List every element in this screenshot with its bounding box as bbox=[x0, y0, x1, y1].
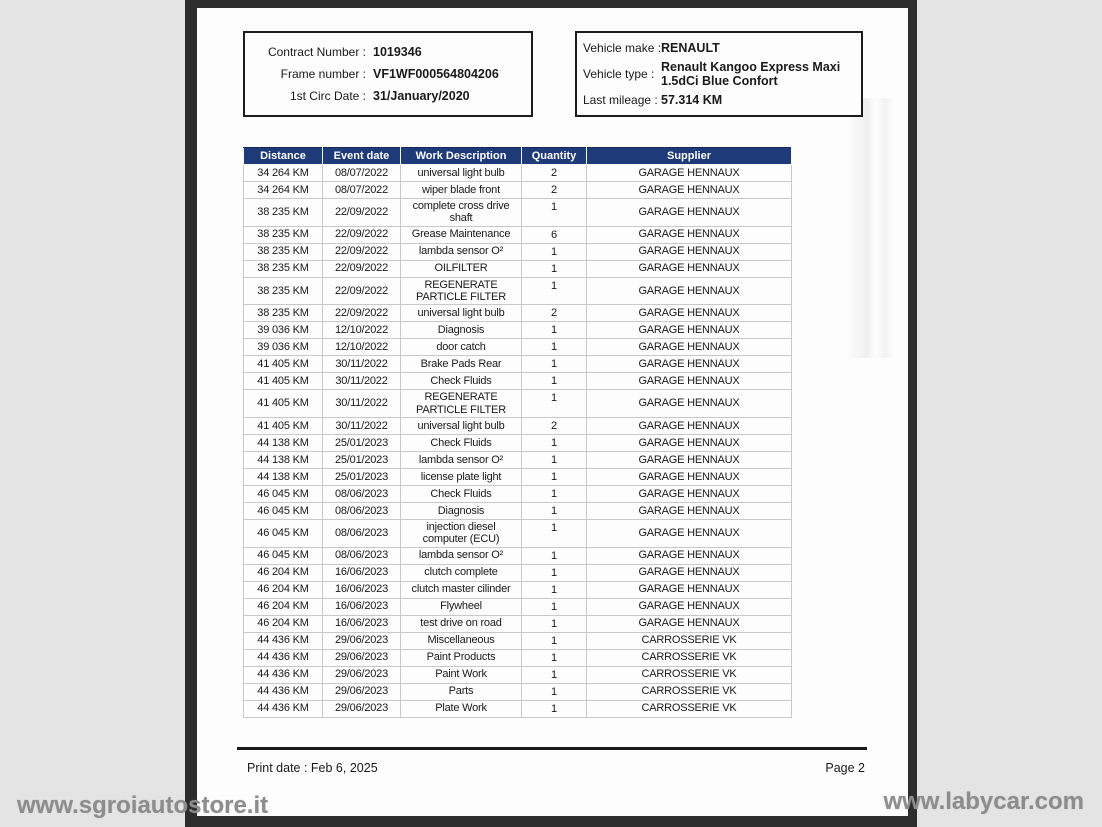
table-row bbox=[244, 182, 792, 199]
table-cell: GARAGE HENNAUX bbox=[587, 468, 792, 485]
table-cell: 22/09/2022 bbox=[323, 199, 401, 227]
table-row bbox=[244, 260, 792, 277]
table-cell: 44 436 KM bbox=[244, 649, 323, 666]
table-row bbox=[244, 417, 792, 434]
table-row bbox=[244, 581, 792, 598]
table-cell: wiper blade front bbox=[401, 182, 522, 199]
table-cell: 1 bbox=[522, 356, 587, 373]
table-cell: 1 bbox=[522, 434, 587, 451]
table-cell: 46 045 KM bbox=[244, 502, 323, 519]
table-row bbox=[244, 322, 792, 339]
table-cell: Paint Work bbox=[401, 666, 522, 683]
table-row bbox=[244, 666, 792, 683]
table-cell: Flywheel bbox=[401, 598, 522, 615]
table-cell: GARAGE HENNAUX bbox=[587, 199, 792, 227]
table-cell: 29/06/2023 bbox=[323, 683, 401, 700]
print-date: Print date : Feb 6, 2025 bbox=[247, 761, 378, 775]
table-row bbox=[244, 390, 792, 418]
table-cell: 44 436 KM bbox=[244, 632, 323, 649]
table-row bbox=[244, 434, 792, 451]
table-cell: 1 bbox=[522, 649, 587, 666]
column-header: Supplier bbox=[587, 148, 792, 165]
vehicle-make-row bbox=[583, 41, 855, 55]
table-cell: 22/09/2022 bbox=[323, 277, 401, 305]
table-cell: GARAGE HENNAUX bbox=[587, 182, 792, 199]
table-cell: GARAGE HENNAUX bbox=[587, 598, 792, 615]
column-header: Distance bbox=[244, 148, 323, 165]
contract-number-value: 1019346 bbox=[373, 44, 422, 59]
table-cell: 1 bbox=[522, 322, 587, 339]
table-cell: 30/11/2022 bbox=[323, 356, 401, 373]
table-cell: 1 bbox=[522, 632, 587, 649]
vehicle-make-label: Vehicle make : bbox=[583, 41, 662, 56]
table-cell: 38 235 KM bbox=[244, 199, 323, 227]
table-cell: 39 036 KM bbox=[244, 339, 323, 356]
table-cell: 16/06/2023 bbox=[323, 598, 401, 615]
table-cell: GARAGE HENNAUX bbox=[587, 390, 792, 418]
table-row bbox=[244, 226, 792, 243]
table-row bbox=[244, 468, 792, 485]
table-cell: GARAGE HENNAUX bbox=[587, 564, 792, 581]
table-cell: 46 204 KM bbox=[244, 598, 323, 615]
table-row bbox=[244, 277, 792, 305]
table-cell: 1 bbox=[522, 547, 587, 564]
table-cell: Grease Maintenance bbox=[401, 226, 522, 243]
table-body bbox=[244, 165, 792, 718]
vehicle-type-value: Renault Kangoo Express Maxi 1.5dCi Blue Confort bbox=[661, 59, 841, 88]
contract-info-box bbox=[243, 31, 533, 117]
table-cell: 08/07/2022 bbox=[323, 165, 401, 182]
table-row bbox=[244, 502, 792, 519]
page-number: Page 2 bbox=[825, 761, 865, 775]
table-cell: GARAGE HENNAUX bbox=[587, 277, 792, 305]
table-cell: 6 bbox=[522, 226, 587, 243]
table-cell: 1 bbox=[522, 243, 587, 260]
table-cell: 46 045 KM bbox=[244, 519, 323, 547]
scan-crease bbox=[845, 98, 895, 358]
table-cell: 44 436 KM bbox=[244, 666, 323, 683]
table-cell: GARAGE HENNAUX bbox=[587, 305, 792, 322]
vehicle-info-box bbox=[575, 31, 863, 117]
table-cell: Miscellaneous bbox=[401, 632, 522, 649]
table-cell: universal light bulb bbox=[401, 305, 522, 322]
table-cell: 41 405 KM bbox=[244, 373, 323, 390]
table-cell: 29/06/2023 bbox=[323, 632, 401, 649]
table-cell: 22/09/2022 bbox=[323, 260, 401, 277]
table-cell: GARAGE HENNAUX bbox=[587, 502, 792, 519]
table-cell: 38 235 KM bbox=[244, 243, 323, 260]
table-cell: 08/06/2023 bbox=[323, 519, 401, 547]
table-cell: 1 bbox=[522, 339, 587, 356]
column-header: Work Description bbox=[401, 148, 522, 165]
table-cell: 46 045 KM bbox=[244, 547, 323, 564]
table-cell: GARAGE HENNAUX bbox=[587, 547, 792, 564]
table-cell: 08/06/2023 bbox=[323, 502, 401, 519]
table-cell: GARAGE HENNAUX bbox=[587, 356, 792, 373]
table-cell: 38 235 KM bbox=[244, 305, 323, 322]
table-cell: complete cross drive shaft bbox=[401, 199, 522, 227]
table-cell: GARAGE HENNAUX bbox=[587, 243, 792, 260]
table-cell: CARROSSERIE VK bbox=[587, 683, 792, 700]
table-row bbox=[244, 305, 792, 322]
table-cell: 1 bbox=[522, 373, 587, 390]
table-cell: Check Fluids bbox=[401, 485, 522, 502]
table-cell: 1 bbox=[522, 260, 587, 277]
vehicle-type-label: Vehicle type : bbox=[583, 67, 655, 81]
table-cell: Parts bbox=[401, 683, 522, 700]
table-cell: 12/10/2022 bbox=[323, 322, 401, 339]
table-cell: 1 bbox=[522, 485, 587, 502]
table-cell: GARAGE HENNAUX bbox=[587, 434, 792, 451]
table-cell: 44 138 KM bbox=[244, 468, 323, 485]
table-cell: 34 264 KM bbox=[244, 182, 323, 199]
table-cell: clutch complete bbox=[401, 564, 522, 581]
table-row bbox=[244, 547, 792, 564]
table-cell: clutch master cilinder bbox=[401, 581, 522, 598]
table-cell: GARAGE HENNAUX bbox=[587, 322, 792, 339]
table-cell: 1 bbox=[522, 451, 587, 468]
table-cell: door catch bbox=[401, 339, 522, 356]
table-row bbox=[244, 615, 792, 632]
table-cell: GARAGE HENNAUX bbox=[587, 339, 792, 356]
table-cell: 38 235 KM bbox=[244, 260, 323, 277]
table-cell: 46 204 KM bbox=[244, 564, 323, 581]
table-cell: 1 bbox=[522, 564, 587, 581]
column-header: Event date bbox=[323, 148, 401, 165]
table-cell: 16/06/2023 bbox=[323, 564, 401, 581]
table-cell: CARROSSERIE VK bbox=[587, 649, 792, 666]
table-cell: 46 204 KM bbox=[244, 615, 323, 632]
table-cell: 1 bbox=[522, 615, 587, 632]
table-cell: 2 bbox=[522, 417, 587, 434]
table-cell: 1 bbox=[522, 666, 587, 683]
table-cell: 25/01/2023 bbox=[323, 468, 401, 485]
frame-number-value: VF1WF000564804206 bbox=[373, 66, 499, 81]
footer-divider bbox=[237, 747, 867, 750]
table-cell: 1 bbox=[522, 502, 587, 519]
table-cell: 46 045 KM bbox=[244, 485, 323, 502]
table-cell: 38 235 KM bbox=[244, 226, 323, 243]
table-cell: 25/01/2023 bbox=[323, 434, 401, 451]
table-cell: 44 436 KM bbox=[244, 700, 323, 717]
table-cell: 16/06/2023 bbox=[323, 615, 401, 632]
document-page bbox=[197, 8, 908, 816]
first-circ-date-row bbox=[251, 89, 525, 103]
table-cell: 1 bbox=[522, 390, 587, 418]
table-cell: CARROSSERIE VK bbox=[587, 632, 792, 649]
first-circ-date-value: 31/January/2020 bbox=[373, 88, 470, 103]
table-cell: 08/06/2023 bbox=[323, 547, 401, 564]
table-row bbox=[244, 700, 792, 717]
table-cell: GARAGE HENNAUX bbox=[587, 226, 792, 243]
table-cell: universal light bulb bbox=[401, 417, 522, 434]
table-cell: lambda sensor O² bbox=[401, 451, 522, 468]
table-cell: 41 405 KM bbox=[244, 356, 323, 373]
table-row bbox=[244, 632, 792, 649]
table-row bbox=[244, 339, 792, 356]
table-cell: 34 264 KM bbox=[244, 165, 323, 182]
table-cell: 29/06/2023 bbox=[323, 649, 401, 666]
table-cell: license plate light bbox=[401, 468, 522, 485]
table-cell: GARAGE HENNAUX bbox=[587, 615, 792, 632]
table-cell: 30/11/2022 bbox=[323, 417, 401, 434]
table-cell: Paint Products bbox=[401, 649, 522, 666]
contract-number-row bbox=[251, 45, 525, 59]
first-circ-date-label: 1st Circ Date : bbox=[289, 89, 366, 104]
table-cell: 41 405 KM bbox=[244, 390, 323, 418]
table-cell: 1 bbox=[522, 683, 587, 700]
table-row bbox=[244, 564, 792, 581]
table-row bbox=[244, 519, 792, 547]
service-history-table bbox=[243, 147, 792, 718]
table-cell: 2 bbox=[522, 182, 587, 199]
table-header-row bbox=[244, 148, 792, 165]
table-cell: Plate Work bbox=[401, 700, 522, 717]
table-cell: 44 436 KM bbox=[244, 683, 323, 700]
frame-number-label: Frame number : bbox=[280, 67, 366, 81]
table-cell: 08/07/2022 bbox=[323, 182, 401, 199]
vehicle-make-value: RENAULT bbox=[661, 41, 720, 56]
table-row bbox=[244, 451, 792, 468]
table-row bbox=[244, 356, 792, 373]
watermark-left: www.sgroiautostore.it bbox=[17, 792, 269, 819]
table-cell: injection diesel computer (ECU) bbox=[401, 519, 522, 547]
table-row bbox=[244, 485, 792, 502]
table-cell: 1 bbox=[522, 199, 587, 227]
table-row bbox=[244, 243, 792, 260]
table-cell: 22/09/2022 bbox=[323, 226, 401, 243]
table-cell: GARAGE HENNAUX bbox=[587, 417, 792, 434]
table-cell: 1 bbox=[522, 598, 587, 615]
table-cell: 1 bbox=[522, 468, 587, 485]
table-cell: 12/10/2022 bbox=[323, 339, 401, 356]
vehicle-type-row bbox=[583, 60, 855, 89]
table-cell: GARAGE HENNAUX bbox=[587, 373, 792, 390]
table-row bbox=[244, 199, 792, 227]
table-cell: REGENERATE PARTICLE FILTER bbox=[401, 277, 522, 305]
table-row bbox=[244, 598, 792, 615]
table-cell: 22/09/2022 bbox=[323, 243, 401, 260]
table-cell: lambda sensor O² bbox=[401, 547, 522, 564]
table-cell: 1 bbox=[522, 581, 587, 598]
table-cell: universal light bulb bbox=[401, 165, 522, 182]
table-cell: 22/09/2022 bbox=[323, 305, 401, 322]
table-cell: 29/06/2023 bbox=[323, 700, 401, 717]
last-mileage-row bbox=[583, 93, 855, 107]
table-row bbox=[244, 373, 792, 390]
table-cell: GARAGE HENNAUX bbox=[587, 485, 792, 502]
table-cell: 30/11/2022 bbox=[323, 390, 401, 418]
table-cell: Check Fluids bbox=[401, 373, 522, 390]
table-cell: Diagnosis bbox=[401, 322, 522, 339]
table-cell: 1 bbox=[522, 277, 587, 305]
last-mileage-label: Last mileage : bbox=[583, 92, 658, 107]
table-cell: 25/01/2023 bbox=[323, 451, 401, 468]
table-cell: Brake Pads Rear bbox=[401, 356, 522, 373]
table-cell: 46 204 KM bbox=[244, 581, 323, 598]
table-cell: 30/11/2022 bbox=[323, 373, 401, 390]
table-cell: 29/06/2023 bbox=[323, 666, 401, 683]
table-cell: 44 138 KM bbox=[244, 451, 323, 468]
table-cell: 08/06/2023 bbox=[323, 485, 401, 502]
table-cell: Diagnosis bbox=[401, 502, 522, 519]
table-cell: 1 bbox=[522, 519, 587, 547]
table-cell: test drive on road bbox=[401, 615, 522, 632]
table-cell: lambda sensor O² bbox=[401, 243, 522, 260]
table-row bbox=[244, 165, 792, 182]
table-cell: Check Fluids bbox=[401, 434, 522, 451]
table-cell: GARAGE HENNAUX bbox=[587, 581, 792, 598]
table-cell: 41 405 KM bbox=[244, 417, 323, 434]
column-header: Quantity bbox=[522, 148, 587, 165]
table-cell: GARAGE HENNAUX bbox=[587, 260, 792, 277]
table-cell: REGENERATE PARTICLE FILTER bbox=[401, 390, 522, 418]
table-cell: 16/06/2023 bbox=[323, 581, 401, 598]
table-cell: CARROSSERIE VK bbox=[587, 666, 792, 683]
table-cell: 2 bbox=[522, 305, 587, 322]
table-cell: 1 bbox=[522, 700, 587, 717]
last-mileage-value: 57.314 KM bbox=[661, 92, 723, 107]
table-cell: GARAGE HENNAUX bbox=[587, 519, 792, 547]
table-row bbox=[244, 683, 792, 700]
table-cell: GARAGE HENNAUX bbox=[587, 165, 792, 182]
frame-number-row bbox=[251, 67, 525, 81]
table-row bbox=[244, 649, 792, 666]
table-cell: CARROSSERIE VK bbox=[587, 700, 792, 717]
table-cell: 39 036 KM bbox=[244, 322, 323, 339]
table-cell: 38 235 KM bbox=[244, 277, 323, 305]
watermark-right: www.labycar.com bbox=[883, 788, 1084, 815]
table-cell: GARAGE HENNAUX bbox=[587, 451, 792, 468]
contract-number-label: Contract Number : bbox=[267, 44, 366, 59]
table-cell: OILFILTER bbox=[401, 260, 522, 277]
table-cell: 2 bbox=[522, 165, 587, 182]
table-cell: 44 138 KM bbox=[244, 434, 323, 451]
